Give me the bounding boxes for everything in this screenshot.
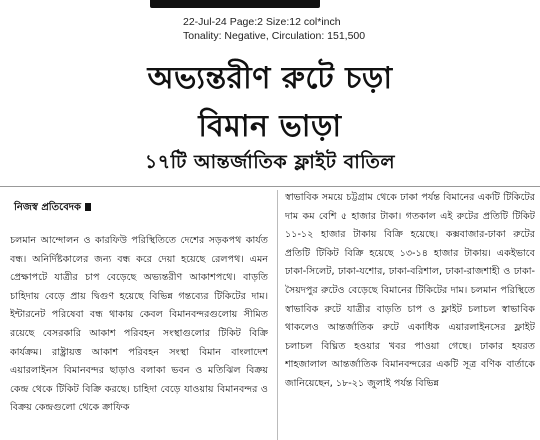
headline-divider bbox=[0, 186, 540, 187]
clip-date-page-info: 22-Jul-24 Page:2 Size:12 col*inch bbox=[183, 16, 341, 28]
headline-line-1: অভ্যন্তরীণ রুটে চড়া bbox=[147, 61, 393, 96]
byline-square-icon bbox=[85, 203, 91, 211]
clip-tonality-circulation: Tonality: Negative, Circulation: 151,500 bbox=[183, 30, 366, 42]
headline-line-2: বিমান ভাড়া bbox=[198, 109, 342, 144]
byline-text: নিজস্ব প্রতিবেদক bbox=[14, 202, 82, 213]
article-column-right: স্বাভাবিক সময়ে চট্টগ্রাম থেকে ঢাকা পর্যন্ত বিমানের একটি টিকিটের দাম কম বেশি ৫ হাজার টাকা। গতকাল এই রুটের প্রতিটি টিকিট ১১-১২ হাজার টাকায় বিক্রি হয়েছে। কক্সবাজার-ঢাকা রুটের প্রতিটি টিকিট বিক্রি হয়েছে ১৩-১৪ হাজার টাকায়। একইভাবে ঢাকা-সিলেট, ঢাকা-যশোর, ঢাকা-বরিশাল, ঢাকা-রাজশাহী ও ঢাকা-সৈয়দপুর রুটেও বেড়েছে বিমানের টিকিটের দাম। চলমান পরিস্থিতে স্বাভাবিক রুটে যাত্রীর বাড়তি চাপ ও ফ্লাইট চলাচল স্বাভাবিক থাকলেও আন্তর্জাতিক রুটে একাধিক এয়ারলাইনসের ফ্লাইট চলাচল বিঘ্নিত হওয়ার খবর পাওয়া গেছে। ঢাকার হযরত শাহজালাল আন্তর্জাতিক বিমানবন্দরের একটি সূত্র বণিক বার্তাকে জানিয়েছেন, ১৮-২১ জুলাই পর্যন্ত বিভিন্ন bbox=[285, 192, 535, 389]
subheadline: ১৭টি আন্তর্জাতিক ফ্লাইট বাতিল bbox=[144, 151, 396, 173]
byline bbox=[14, 200, 91, 217]
article-column-left: চলমান আন্দোলন ও কারফিউ পরিস্থিতিতে দেশের সড়কপথ কার্যত বন্ধ। অনির্দিষ্টকালের জন্য বন্ধ করে দেয়া হয়েছে রেলপথ। এমন প্রেক্ষাপটে যাত্রীর চাপ বেড়েছে অভ্যন্তরীণ আকাশপথে। বাড়তি চাহিদায় বেড়ে প্রায় দ্বিগুণ হয়েছে বিভিন্ন গন্তব্যের টিকিটের দাম। ইন্টারনেট পরিষেবা বন্ধ থাকায় কেবল বিমানবন্দরগুলোয় সীমিত রয়েছে বেসরকারি আকাশ পরিবহন সংস্থাগুলোর টিকিট বিক্রি কার্যক্রম। রাষ্ট্রায়ত্ত আকাশ পরিবহন সংস্থা বিমান বাংলাদেশ এয়ারলাইনস বিমানবন্দর ছাড়াও বলাকা ভবন ও মতিঝিল বিক্রয় কেন্দ্র থেকে টিকিট বিক্রি করছে। চাহিদা বেড়ে যাওয়ায় বিমানবন্দর ও বিক্রয় কেন্দ্রগুলো থেকে ক্রাফিক bbox=[10, 235, 268, 414]
masthead-logo-fragment bbox=[150, 0, 320, 8]
column-divider bbox=[277, 190, 278, 440]
